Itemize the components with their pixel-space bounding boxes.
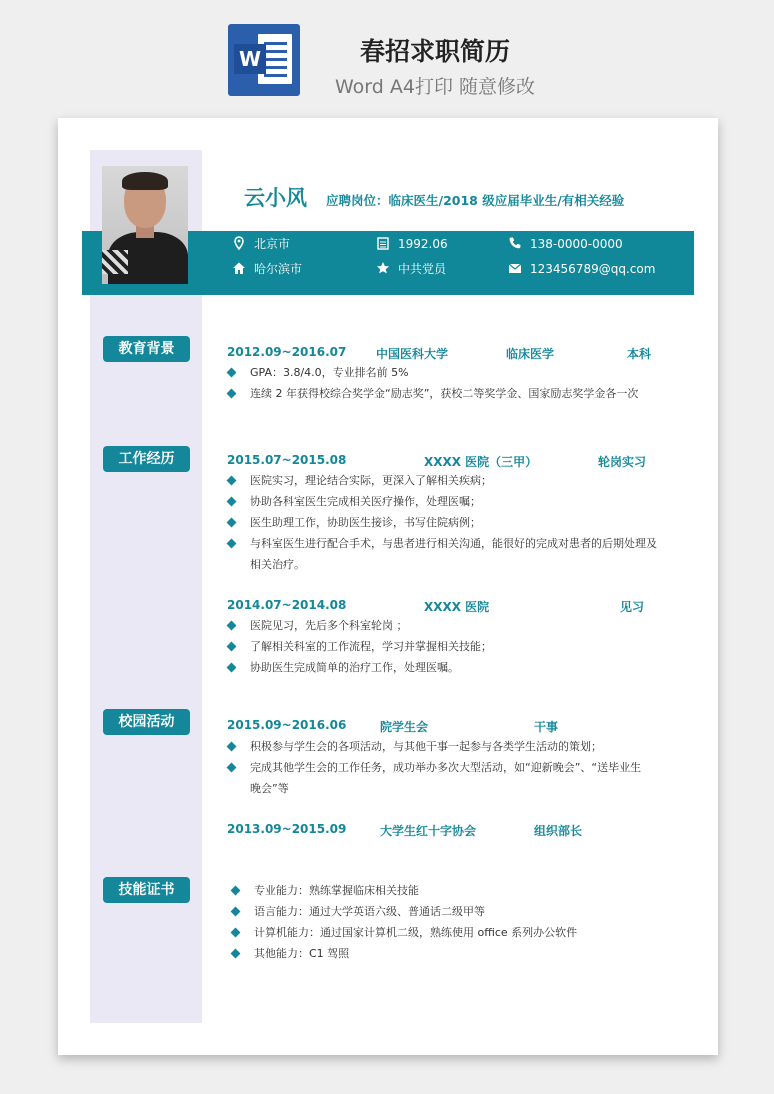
list-item: 连续 2 年获得校综合奖学金“励志奖”，获校二等奖学金、国家励志奖学金各一次 (228, 383, 698, 404)
list-item: 其他能力：C1 驾照 (232, 943, 692, 964)
list-item: 完成其他学生会的工作任务，成功举办多次大型活动，如“迎新晚会”、“送毕业生 (228, 757, 698, 778)
home-icon (232, 261, 246, 275)
campus-role-1: 干事 (534, 720, 559, 734)
list-item: 与科室医生进行配合手术，与患者进行相关沟通，能很好的完成对患者的后期处理及 (228, 533, 698, 554)
target-position: 应聘岗位：临床医生/2018 级应届毕业生/有相关经验 (326, 193, 625, 208)
work-org-2: XXXX 医院 (424, 600, 490, 614)
avatar-photo (102, 166, 188, 284)
banner-title: 春招求职简历 (359, 37, 510, 66)
list-item: 计算机能力：通过国家计算机二级，熟练使用 office 系列办公软件 (232, 922, 692, 943)
party-text: 中共党员 (398, 262, 447, 276)
campus-period-1: 2015.09~2016.06 (227, 718, 347, 732)
work-role-1: 轮岗实习 (598, 455, 647, 469)
section-label-skills: 技能证书 (103, 877, 190, 903)
list-item: 了解相关科室的工作流程，学习并掌握相关技能； (228, 636, 698, 657)
section-label-education: 教育背景 (103, 336, 190, 362)
calendar-icon (376, 236, 390, 250)
list-item-continuation: 相关治疗。 (250, 558, 305, 571)
info-hometown (232, 261, 302, 277)
word-letter: W (234, 44, 266, 74)
section-label-campus: 校园活动 (103, 709, 190, 735)
edu-degree: 本科 (627, 347, 652, 361)
info-birth (376, 236, 448, 252)
campus-role-2: 组织部长 (534, 824, 583, 838)
campus-period-2: 2013.09~2015.09 (227, 822, 347, 836)
info-phone (508, 236, 623, 252)
campus-org-1: 院学生会 (380, 720, 429, 734)
list-item: 医生助理工作，协助医生接诊，书写住院病例； (228, 512, 698, 533)
candidate-name: 云小风 (244, 186, 307, 210)
list-item: 语言能力：通过大学英语六级、普通话二级甲等 (232, 901, 692, 922)
edu-major: 临床医学 (506, 347, 555, 361)
birth-text: 1992.06 (398, 237, 448, 251)
work-role-2: 见习 (620, 600, 645, 614)
banner-subtitle: Word A4打印 随意修改 (334, 76, 535, 98)
location-text: 北京市 (254, 237, 291, 251)
list-item-continuation: 晚会”等 (250, 782, 289, 795)
phone-icon (508, 236, 522, 250)
mail-icon (508, 261, 522, 275)
star-icon (376, 261, 390, 275)
work-org-1: XXXX 医院（三甲） (424, 455, 538, 469)
location-icon (232, 236, 246, 250)
phone-text: 138-0000-0000 (530, 237, 623, 251)
work-period-1: 2015.07~2015.08 (227, 453, 347, 467)
list-item: 医院见习，先后多个科室轮岗 ； (228, 615, 698, 636)
hometown-text: 哈尔滨市 (254, 262, 303, 276)
list-item: GPA：3.8/4.0，专业排名前 5% (228, 362, 698, 383)
email-text: 123456789@qq.com (530, 262, 656, 276)
list-item: 协助各科室医生完成相关医疗操作，处理医嘱； (228, 491, 698, 512)
info-party (376, 261, 446, 277)
section-label-work: 工作经历 (103, 446, 190, 472)
edu-school: 中国医科大学 (376, 347, 449, 361)
edu-period: 2012.09~2016.07 (227, 345, 347, 359)
list-item: 医院实习，理论结合实际，更深入了解相关疾病； (228, 470, 698, 491)
list-item: 积极参与学生会的各项活动，与其他干事一起参与各类学生活动的策划； (228, 736, 698, 757)
work-period-2: 2014.07~2014.08 (227, 598, 347, 612)
info-email (508, 261, 655, 277)
info-location (232, 236, 290, 252)
campus-org-2: 大学生红十字协会 (380, 824, 477, 838)
resume-page (58, 118, 718, 1055)
list-item: 专业能力：熟练掌握临床相关技能 (232, 880, 692, 901)
list-item: 协助医生完成简单的治疗工作，处理医嘱。 (228, 657, 698, 678)
word-logo-icon (228, 24, 300, 96)
